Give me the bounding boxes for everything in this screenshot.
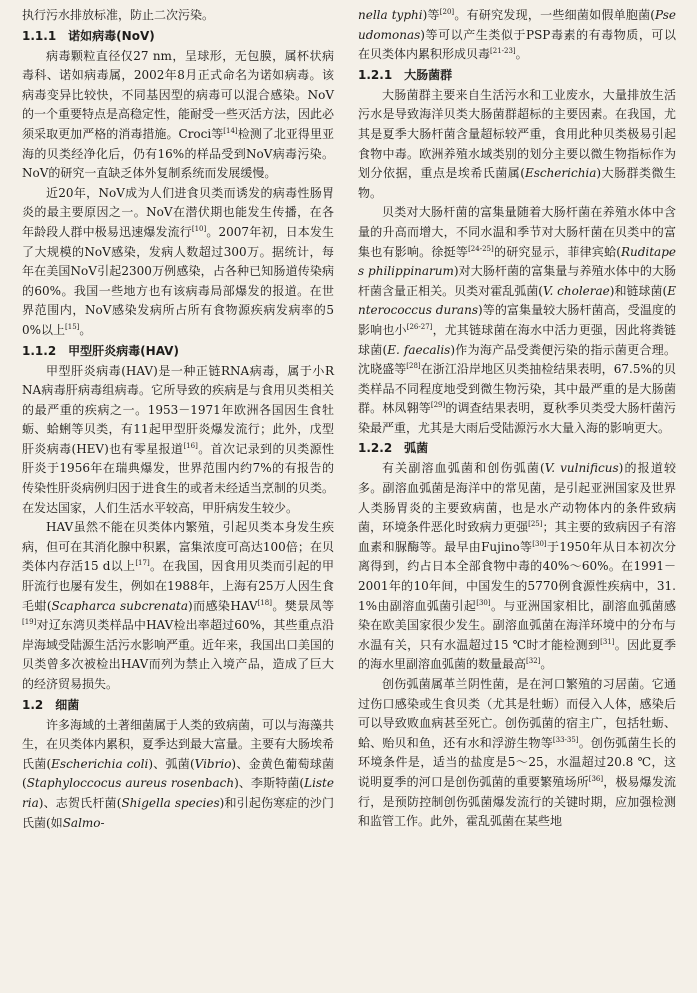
text: 有关副溶血弧菌和创伤弧菌( <box>382 461 545 476</box>
paragraph-vibrio-parahaemolyticus <box>358 459 676 675</box>
text: 的研究显示，菲律宾蛤( <box>493 244 621 259</box>
species-name: Listeria <box>22 776 334 810</box>
text: )作为海产品受粪便污染的指示菌更合理。沈晓盛等 <box>358 342 677 377</box>
paragraph-hav-intro <box>22 362 334 519</box>
text: )的报道较多。副溶血弧菌是海洋中的常见菌，是引起亚洲国家及世界人类肠胃炎的主要致病菌，也是水产动物体内的条件致病菌，环境条件恶化时致病力更强 <box>358 461 677 535</box>
species-name: Vibrio <box>194 756 232 771</box>
text: )、弧菌( <box>148 756 195 771</box>
citation: [14] <box>223 126 238 135</box>
text: )等的富集量较大肠杆菌高，受温度的影响也小 <box>358 303 677 337</box>
species-name: Pseudomonas <box>358 8 677 42</box>
citation: [19] <box>22 618 37 627</box>
text: ，极易爆发流行，是预防控制创伤弧菌爆发流行的关键时期，应加强检测和监管工作。此外，霍乱弧菌在某些地 <box>358 774 676 829</box>
text: 。与亚洲国家相比，副溶血弧菌感染在欧美国家很少发生。副溶血弧菌在海洋环境中的分布与水温有关，只有水温超过15 ℃时才能检测到 <box>358 598 676 652</box>
text: ；其主要的致病因子有溶血素和脲酶等。最早由Fujino等 <box>358 520 676 554</box>
text: 。创伤弧菌生长的环境条件是，适当的盐度是5～25，水温超过20.8 ℃，这说明夏季的河口是创伤弧菌的重要繁殖场所 <box>358 735 676 789</box>
text: )和链球菌( <box>609 283 668 298</box>
citation: [32] <box>526 657 541 666</box>
species-name: V. vulnificus <box>544 461 619 476</box>
paragraph-vibrio-vulnificus <box>358 675 676 832</box>
citation: [15] <box>65 322 80 331</box>
citation: [25] <box>528 520 543 529</box>
species-name: Scapharca subcrenata <box>51 598 189 613</box>
citation: [30] <box>532 539 547 548</box>
paragraph-bacteria <box>22 716 334 834</box>
text: 甲型肝炎病毒(HAV)是一种正链RNA病毒，属于小RNA病毒肝病毒组病毒。它所导致的疾病是与食用贝类相关的最严重的疾病之一。1953－1971年欧洲各国因生食牡蛎、蛤蜊等贝类，有11起甲型肝炎爆发流行；此外，戊型肝炎病毒(HEV)也有零星报道 <box>22 363 334 456</box>
section-heading-1-2-1: 1.2.1 大肠菌群 <box>358 67 453 82</box>
text: 对辽东湾贝类样品中HAV检出率超过60%，其些重点沿岸海域受陆源生活污水影响严重。近年来，我国出口美国的贝类曾多次被检出HAV而列为禁止入境产品，造成了巨大的经济贸易损失。 <box>22 618 335 691</box>
text: 许多海域的土著细菌属于人类的致病菌，可以与海藻共生，在贝类体内累积，夏季达到最大富量。主要有大肠埃希氏菌( <box>22 717 335 771</box>
species-name: Ruditapes philippinarum <box>358 244 676 279</box>
paragraph-hav-accumulation <box>22 518 334 694</box>
citation: [31] <box>600 637 615 646</box>
text: )、金黄色葡萄球菌( <box>22 756 334 791</box>
text: 。在我国，因食用贝类而引起的甲肝流行也屡有发生，例如在1988年，上海有25万人因生食毛蚶( <box>22 559 334 613</box>
citation: [10] <box>191 224 207 233</box>
right-column <box>358 6 676 832</box>
citation: [24-25] <box>468 244 494 253</box>
text: 。首次记录到的贝类源性肝炎于1956年在瑞典爆发，世界范围内约7%的有报告的传染性肝炎病例归因于进食生的或者未经适当烹制的贝类。在发达国家，人们生活水平较高，甲肝病发生较少。 <box>22 441 335 515</box>
paragraph-coliform-source <box>358 86 676 204</box>
species-name: Staphyloccocus aureus rosenbach <box>26 776 235 791</box>
text: 。樊景凤等 <box>271 598 335 613</box>
species-name: Salmo- <box>62 815 105 830</box>
text: )对大肠杆菌的富集量与养殖水体中的大肠杆菌含量正相关。贝类对霍乱弧菌( <box>358 264 676 298</box>
continued-paragraph: nella typhi)等[20]。有研究发现，一些细菌如假单胞菌(Pseudomonas)等可以产生类似于PSP毒素的有毒物质，可以在贝类体内累积形成贝毒[21-23]。 <box>358 8 677 62</box>
species-name: Enterococcus durans <box>358 283 676 318</box>
left-column <box>22 6 334 833</box>
text: )、李斯特菌( <box>234 776 305 791</box>
section-heading-1-2-2: 1.2.2 弧菌 <box>358 441 429 456</box>
species-name: Escherichia coli <box>51 756 149 771</box>
paragraph-coliform-enrichment <box>358 203 676 438</box>
citation: [18] <box>257 598 272 607</box>
citation: [17] <box>135 559 150 568</box>
text: 执行污水排放标准，防止二次污染。 <box>22 8 215 22</box>
text: 。有研究发现，一些细菌如假单胞菌( <box>454 8 655 22</box>
text: 在浙江沿岸地区贝类抽检结果表明，67.5%的贝类样品不同程度地受到微生物污染，其中最严重的是大肠菌群。林凤翱等 <box>358 362 676 416</box>
text: )和引起伤寒症的沙门氏菌(如 <box>22 795 334 830</box>
text: 的调查结果表明，夏秋季贝类受大肠杆菌污染最严重，尤其是大雨后受陆源污水大量入海的影响更大。 <box>358 401 676 435</box>
text: 病毒颗粒直径仅27 nm，呈球形，无包膜，属杯状病毒科、诺如病毒属，2002年8月正式命名为诺如病毒。该病毒变异比较快，不同基因型的病毒可以混合感染。NoV的一个重要特点是高稳定性，能耐受一些灭活方法，因此必须采取更加严格的消毒措施。Croci等 <box>22 48 335 141</box>
section-heading-1-1-1: 1.1.1 诺如病毒(NoV) <box>22 28 155 43</box>
text: 近20年，NoV成为人们进食贝类而诱发的病毒性肠胃炎的最主要原因之一。NoV在潜伏期也能发生传播，在各年龄段人群中极易迅速爆发流行 <box>22 185 334 239</box>
text: )而感染HAV <box>188 598 258 613</box>
species-name: E. faecalis <box>387 342 451 357</box>
text: )等 <box>422 8 440 22</box>
species-name: Escherichia <box>524 166 597 181</box>
paragraph-nov-epidemiology: 近20年，NoV成为人们进食贝类而诱发的病毒性肠胃炎的最主要原因之一。NoV在潜伏期也能发生传播，在各年龄段人群中极易迅速爆发流行[10]。2007年初，日本发生了大规模的NoV感染，发病人数超过300万。据统计，每年在美国NoV引起2300万例感染，占各种已知肠道传染病的60%。我国一些地方也有该病毒局部爆发的报道。在世界范围内，NoV感染发病所占所有食物源疾病发病率的50%以上[15]。 <box>22 185 334 337</box>
text: )、志贺氏杆菌( <box>38 795 122 810</box>
species-name: Shigella species <box>121 795 220 810</box>
citation: [30] <box>476 598 491 607</box>
text: 大肠菌群主要来自生活污水和工业废水，大量排放生活污水是导致海洋贝类大肠菌群超标的主要因素。在我国，尤其是夏季大肠杆菌含量超标较严重，食用此种贝类极易引起食物中毒。欧洲养殖水域类别的划分主要以微生物指标作为划分依据，重点是埃希氏菌属( <box>358 87 676 181</box>
citation: [36] <box>588 774 604 783</box>
text: 。因此夏季的海水里副溶血弧菌的数量最高 <box>358 637 676 672</box>
citation: [16] <box>183 441 198 450</box>
species-name: nella typhi <box>358 8 423 22</box>
text: 。2007年初，日本发生了大规模的NoV感染，发病人数超过300万。据统计，每年在美国NoV引起2300万例感染，占各种已知肠道传染病的60%。我国一些地方也有该病毒局部爆发的报道。在世界范围内，NoV感染发病所占所有食物源疾病发病率的50%以上 <box>22 224 334 337</box>
species-name: V. cholerae <box>542 283 610 298</box>
text: HAV虽然不能在贝类体内繁殖，引起贝类本身发生疾病，但可在其消化腺中积累，富集浓度可高达100倍；在贝类体内存活15 d以上 <box>22 520 334 574</box>
text: ，尤其链球菌在海水中活力更强，因此将粪链球菌( <box>358 322 676 357</box>
paragraph-nov-intro <box>22 47 334 184</box>
section-heading-1-2: 1.2 细菌 <box>22 697 80 712</box>
text: 。 <box>540 657 553 672</box>
text: 创伤弧菌属革兰阴性菌，是在河口繁殖的习居菌。它通过伤口感染或生食贝类（尤其是牡蛎）而侵入人体，感染后可以导致败血病甚至死亡。创伤弧菌的宿主广，包括牡蛎、蛤、贻贝和鱼，还有水和浮游生物等 <box>358 677 676 750</box>
continued-paragraph <box>22 6 334 26</box>
citation: [21-23] <box>490 47 516 56</box>
citation: [20] <box>439 8 455 16</box>
text: 检测了北亚得里亚海的贝类经净化后，仍有16%的样品受到NoV病毒污染。NoV的研究一直缺乏体外复制系统而发展缓慢。 <box>22 126 334 181</box>
section-heading-1-1-2: 1.1.2 甲型肝炎病毒(HAV) <box>22 343 179 358</box>
citation: [26-27] <box>406 322 433 331</box>
text: 于1950年从日本初次分离得到，约占日本全部食物中毒的40%～60%。在1991－2001年的10年间，中国发生的5770例食源性疾病中，31.1%由副溶血弧菌引起 <box>358 539 676 613</box>
text: )大肠群类微生物。 <box>358 166 676 200</box>
citation: [28] <box>406 362 421 371</box>
citation: [33-35] <box>552 735 579 744</box>
citation: [29] <box>430 401 446 410</box>
text: )等可以产生类似于PSP毒素的有毒物质，可以在贝类体内累积形成贝毒 <box>358 27 676 62</box>
text: 贝类对大肠杆菌的富集量随着大肠杆菌在养殖水体中含量的升高而增大，不同水温和季节对大肠杆菌在贝类中的富集也有影响。徐挺等 <box>358 205 676 259</box>
